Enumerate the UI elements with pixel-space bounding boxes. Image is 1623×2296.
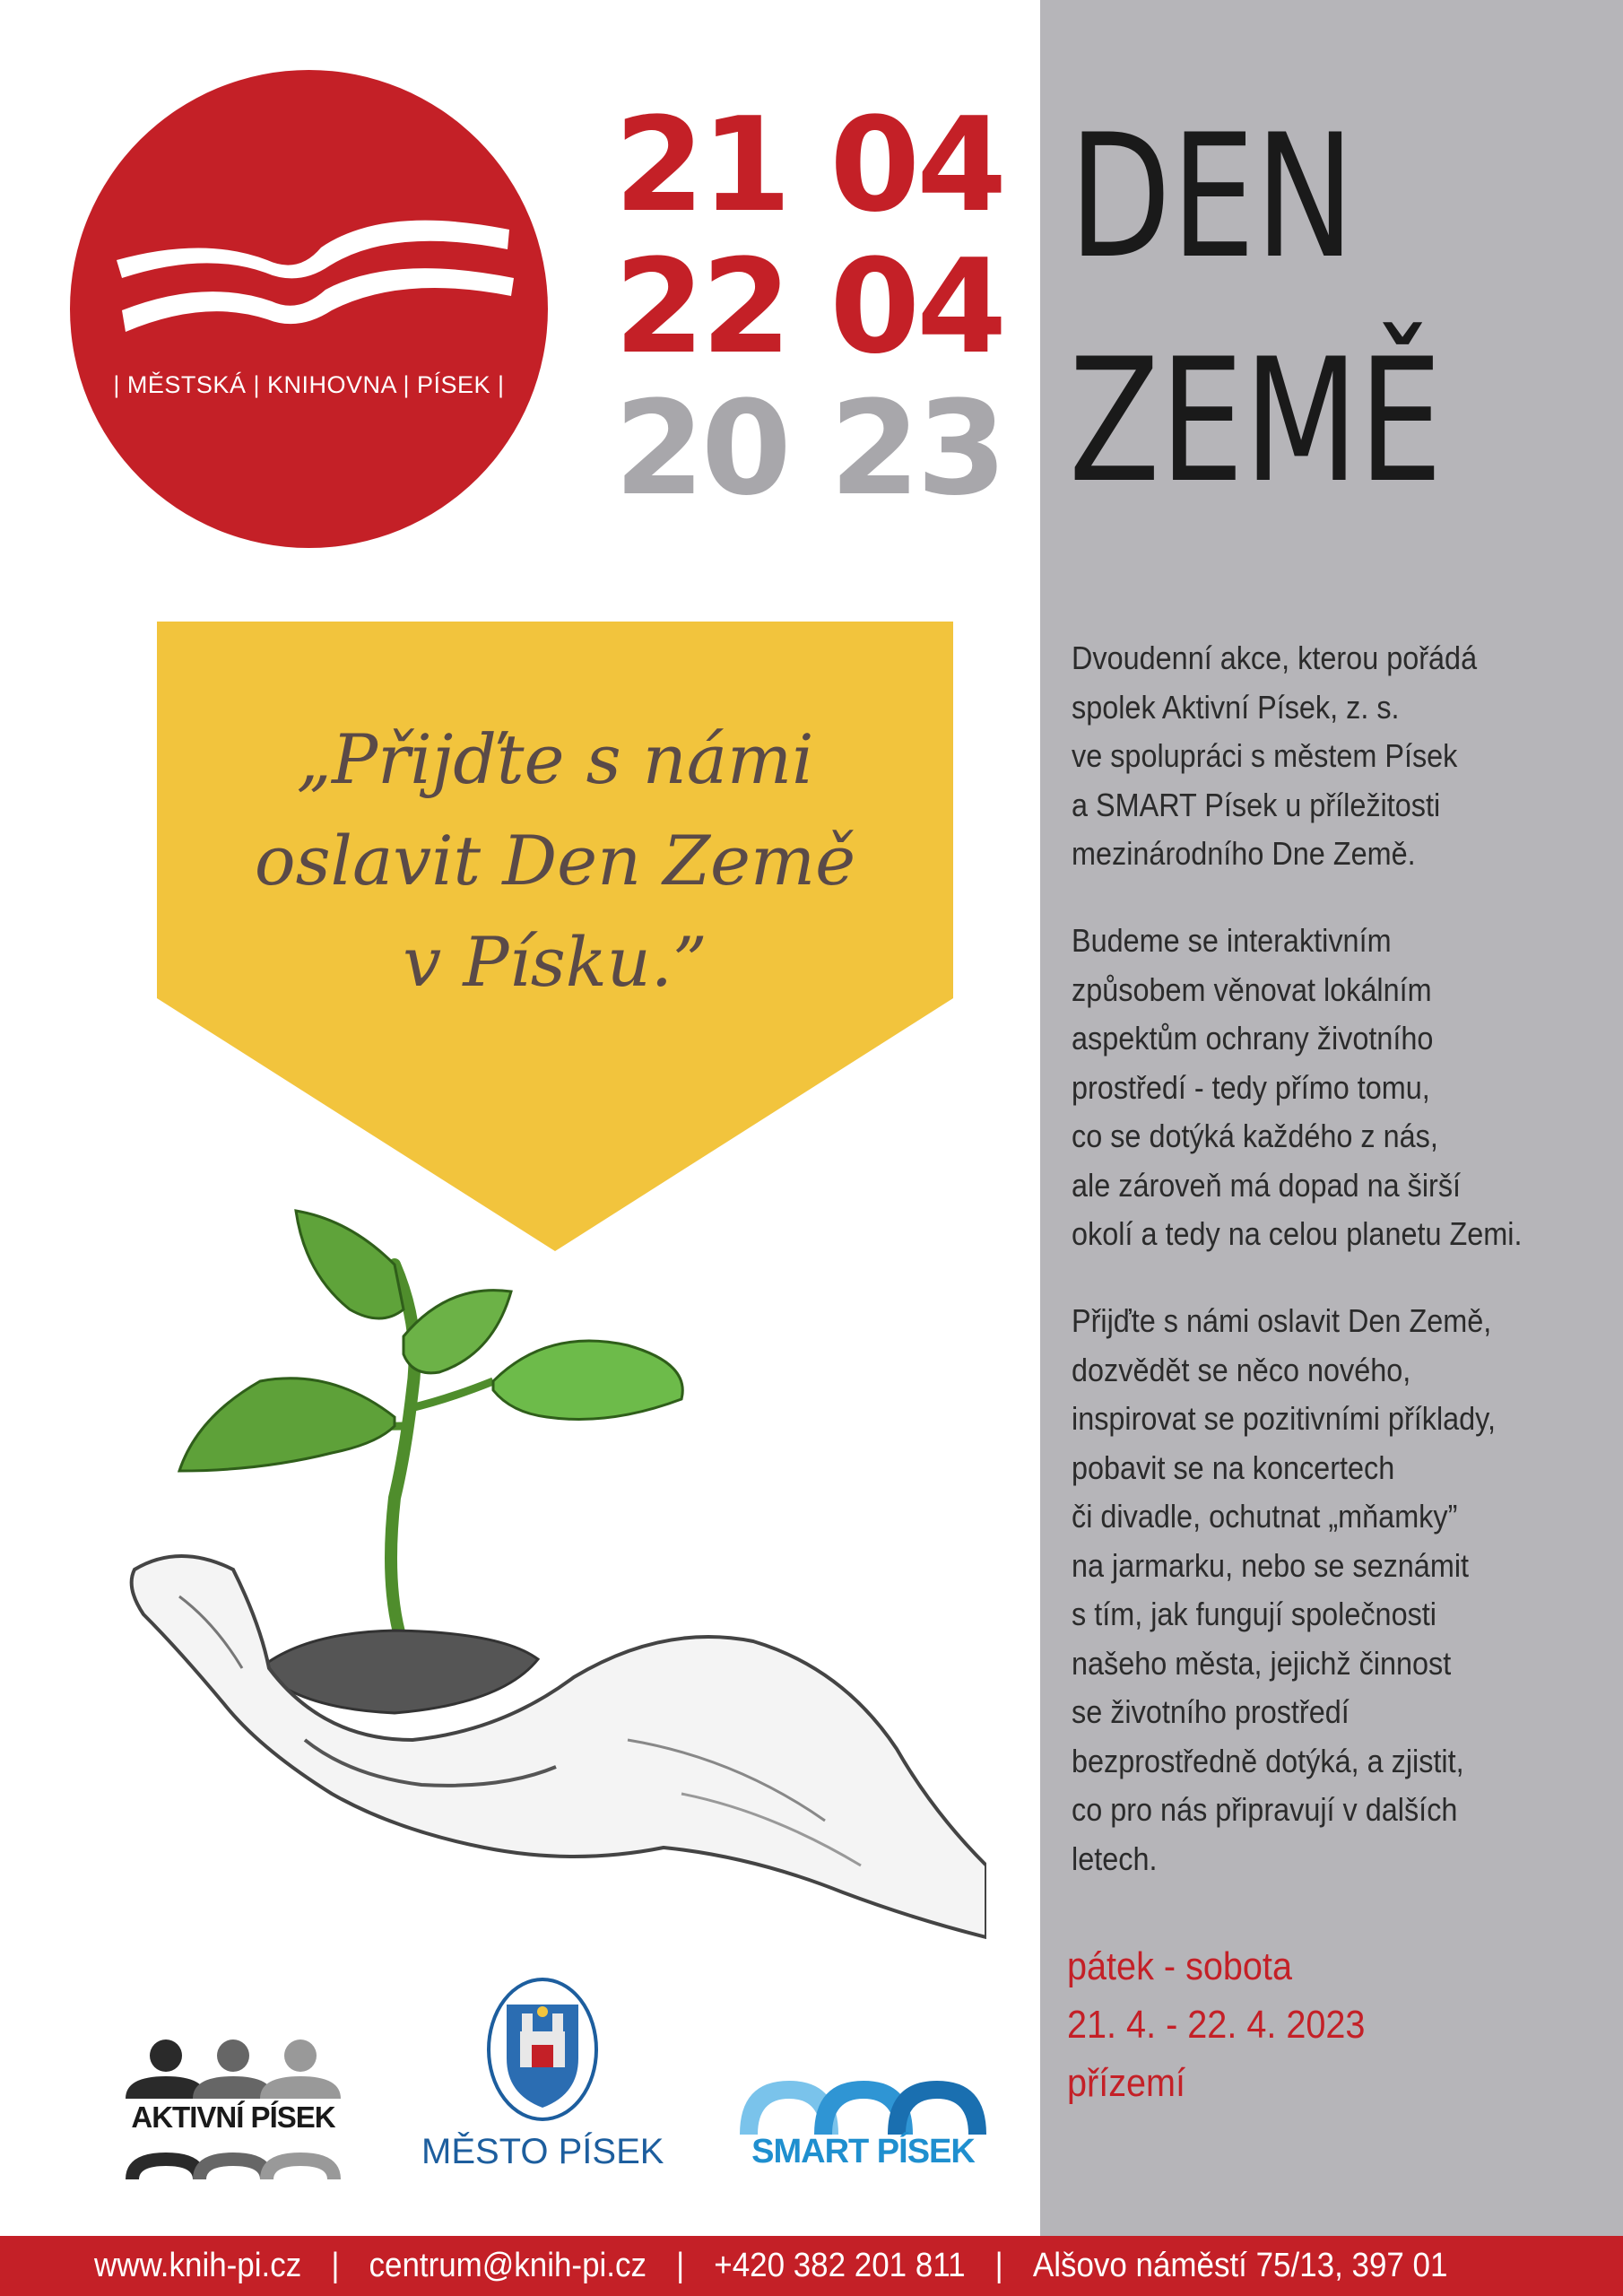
event-dates: 21. 4. - 22. 4. 2023 [1067, 2003, 1366, 2047]
footer-phone[interactable]: +420 382 201 811 [714, 2247, 966, 2284]
footer-contacts [94, 2236, 1447, 2296]
title-line-den: DEN [1069, 98, 1355, 296]
smart-pisek-text: SMART PÍSEK [751, 2133, 975, 2170]
event-when-where [1067, 1937, 1398, 2112]
description-paragraph-2: Budeme se interaktivním způsobem věnovat lokálním aspektům ochrany životního prostředí - tedy přímo tomu, co se dotýká každého z nás, ale zároveň má dopad na širší okolí a tedy na celou planetu Zemi. [1072, 922, 1523, 1252]
library-logo [70, 70, 548, 548]
footer-separator: | [676, 2247, 685, 2284]
date-day2: 22 04 [614, 231, 1004, 383]
footer-email-link[interactable]: centrum@knih-pi.cz [369, 2247, 647, 2284]
footer-address: Alšovo náměstí 75/13, 397 01 [1032, 2247, 1448, 2284]
footer-website-link[interactable]: www.knih-pi.cz [94, 2247, 302, 2284]
footer-separator: | [994, 2247, 1003, 2284]
mesto-pisek-logo [421, 1978, 664, 2184]
footer-contact-bar [0, 2236, 1623, 2296]
waves-icon [735, 2072, 991, 2135]
description-paragraph-1: Dvoudenní akce, kterou pořádá spolek Aktivní Písek, z. s. ve spolupráci s městem Písek a SMART Písek u příležitosti mezinárodního Dne Země. [1072, 639, 1478, 872]
hand-seedling-illustration [126, 1202, 986, 1991]
date-day1: 21 04 [614, 90, 1004, 241]
title-line-zeme: ZEMĚ [1069, 322, 1443, 520]
event-place: přízemí [1067, 2061, 1186, 2105]
library-logo-text: | MĚSTSKÁ | KNIHOVNA | PÍSEK | [113, 371, 505, 398]
event-title [1069, 85, 1443, 534]
aktivni-pisek-logo [126, 2036, 341, 2179]
coat-of-arms-icon [421, 1978, 664, 2121]
aktivni-pisek-text: AKTIVNÍ PÍSEK [131, 2100, 335, 2134]
smart-pisek-logo [735, 2072, 991, 2179]
quote-text: „Přijďte s námi oslavit Den Země v Písku.” [254, 719, 856, 1002]
date-year: 20 23 [614, 373, 1004, 525]
mesto-pisek-text: MĚSTO PÍSEK [421, 2132, 664, 2171]
description-paragraph-3: Přijďte s námi oslavit Den Země, dozvědět se něco nového, inspirovat se pozitivními příklady, pobavit se na koncertech či divadle, ochutnat „mňamky” na jarmarku, nebo se seznámit s tím, jak fungují společnosti našeho města, jejichž činnost se životního prostředí bezprostředně dotýká, a zjistit, co pro nás připravují v dalších letech. [1072, 1302, 1496, 1877]
open-book-icon [70, 70, 548, 548]
event-days: pátek - sobota [1067, 1944, 1292, 1988]
footer-separator: | [331, 2247, 340, 2284]
